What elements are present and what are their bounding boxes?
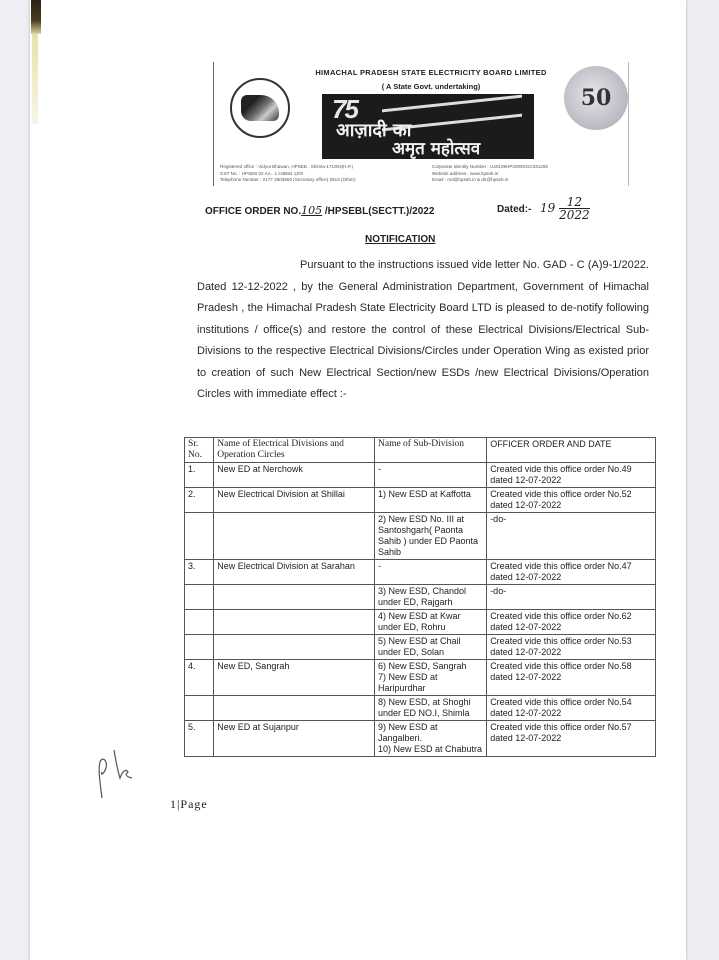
table-row xyxy=(185,513,656,560)
cell-sr-no xyxy=(185,585,214,610)
cell-division-name: New Electrical Division at Sarahan xyxy=(214,560,375,585)
header-sub-division: Name of Sub-Division xyxy=(375,438,487,463)
cell-division-name: New Electrical Division at Shillai xyxy=(214,488,375,513)
dated-month: 12 xyxy=(559,196,590,209)
table-row xyxy=(185,585,656,610)
handwritten-initials-icon xyxy=(90,742,140,800)
sub-division-item: 1) New ESD at Kaffotta xyxy=(378,489,471,499)
notification-heading: NOTIFICATION xyxy=(365,234,436,245)
table-row xyxy=(185,635,656,660)
cell-sr-no xyxy=(185,610,214,635)
cell-order-date: Created vide this office order No.52 dated 12-07-2022 xyxy=(487,488,656,513)
sub-division-item: 6) New ESD, Sangrah xyxy=(378,661,467,671)
hpseb-emblem-icon xyxy=(230,78,290,138)
dated-handwritten xyxy=(540,196,590,221)
golden-jubilee-seal-icon xyxy=(564,66,628,130)
contact-info-left xyxy=(220,164,356,184)
cell-sub-division xyxy=(375,585,487,610)
cell-division-name: New ED at Sujanpur xyxy=(214,721,375,757)
cell-sr-no: 5. xyxy=(185,721,214,757)
cell-sub-division xyxy=(375,463,487,488)
seal-number: 50 xyxy=(580,85,612,111)
cell-sr-no: 2. xyxy=(185,488,214,513)
table-row xyxy=(185,696,656,721)
sub-division-item: 10) New ESD at Chabutra xyxy=(378,744,483,754)
cell-sr-no xyxy=(185,696,214,721)
cell-order-date: Created vide this office order No.49 dated 12-07-2022 xyxy=(487,463,656,488)
denotified-offices-table xyxy=(184,437,656,757)
header-sr-no: Sr. No. xyxy=(185,438,214,463)
dated-year: 2022 xyxy=(559,208,590,222)
contact-line: Website address : www.hpseb.in xyxy=(432,170,499,176)
azadi-ka-amrit-mahotsav-banner xyxy=(322,94,534,159)
table-row xyxy=(185,660,656,696)
cell-sr-no xyxy=(185,635,214,660)
cell-order-date: Created vide this office order No.53 dated 12-07-2022 xyxy=(487,635,656,660)
table-row xyxy=(185,463,656,488)
table-header-row xyxy=(185,438,656,463)
sub-division-item: 7) New ESD at Haripurdhar xyxy=(378,672,438,693)
body-paragraph: Pursuant to the instructions issued vide letter No. GAD - C (A)9-1/2022. Dated 12-12-2022 , by the General Administration Department, Government of Himachal Pradesh , the Himachal Pradesh State Electricity Board LTD is pleased to de-notify following institutions / office(s) and restore the control of these Electrical Divisions/Electrical Sub-Divisions to the respective Electrical Divisions/Circles under Operation Wing as existed prior to creation of such New Electrical Section/new ESDs /new Electrical Divisions/Operation Circles with immediate effect :- xyxy=(197,259,649,400)
cell-sub-division xyxy=(375,488,487,513)
cell-sub-division xyxy=(375,560,487,585)
sub-division-item: 4) New ESD at Kwar under ED, Rohru xyxy=(378,611,461,632)
table-row xyxy=(185,610,656,635)
cell-sub-division xyxy=(375,660,487,696)
sub-division-item: 9) New ESD at Jangalberi. xyxy=(378,722,438,743)
cell-division-name xyxy=(214,585,375,610)
contact-line: Registered office : Vidyut Bhawan, HPSEB , Shimla-171004(H.P.) xyxy=(220,164,354,169)
cell-division-name xyxy=(214,610,375,635)
cell-division-name xyxy=(214,635,375,660)
dated-day: 19 xyxy=(540,201,556,215)
sub-division-item: - xyxy=(378,464,381,474)
contact-info-right xyxy=(432,164,548,184)
sub-division-item: - xyxy=(378,561,381,571)
cell-division-name xyxy=(214,513,375,560)
order-suffix: /HPSEBL(SECTT.)/2022 xyxy=(324,206,435,217)
sub-division-item: 5) New ESD at Chail under ED, Solan xyxy=(378,636,461,657)
table-row xyxy=(185,560,656,585)
cell-order-date: Created vide this office order No.58 dated 12-07-2022 xyxy=(487,660,656,696)
cell-order-date: -do- xyxy=(487,585,656,610)
office-order-number xyxy=(205,204,434,217)
banner-hindi-line1: आज़ादी का xyxy=(336,120,412,141)
contact-line: Email : md@hpseb.in & dir@hpseb.in xyxy=(432,177,509,182)
cell-sr-no: 3. xyxy=(185,560,214,585)
notification-body xyxy=(197,255,649,406)
cell-order-date: Created vide this office order No.47 dated 12-07-2022 xyxy=(487,560,656,585)
cell-division-name: New ED at Nerchowk xyxy=(214,463,375,488)
sub-division-item: 8) New ESD, at Shoghi under ED NO.I, Shimla xyxy=(378,697,471,718)
sub-division-item: 3) New ESD, Chandol under ED, Rajgarh xyxy=(378,586,467,607)
cell-order-date: Created vide this office order No.57 dated 12-07-2022 xyxy=(487,721,656,757)
contact-line: GST No. : HPSEB 02 AA.. 1 H4B94 1Z/8 xyxy=(220,170,303,176)
cell-sr-no xyxy=(185,513,214,560)
viewer-background-strip xyxy=(686,0,719,960)
cell-sub-division xyxy=(375,635,487,660)
cell-sub-division xyxy=(375,610,487,635)
dated-label: Dated:- xyxy=(497,204,532,215)
sub-division-item: 2) New ESD No. III at Santoshgarh( Paonta Sahib ) under ED Paonta Sahib xyxy=(378,514,479,557)
cell-sub-division xyxy=(375,696,487,721)
page-edge-stain xyxy=(32,34,38,124)
order-prefix: OFFICE ORDER NO. xyxy=(205,206,302,217)
contact-line: Telephone Number : 0177 2803650 (Secretary office) 2813 (Other) xyxy=(220,177,356,182)
cell-division-name: New ED, Sangrah xyxy=(214,660,375,696)
cell-sr-no: 4. xyxy=(185,660,214,696)
order-number-handwritten: 105 xyxy=(301,204,323,217)
cell-order-date: -do- xyxy=(487,513,656,560)
table-body xyxy=(185,463,656,757)
letterhead xyxy=(213,62,629,186)
cell-sr-no: 1. xyxy=(185,463,214,488)
banner-hindi-line2: अमृत महोत्सव xyxy=(392,139,481,159)
org-name: HIMACHAL PRADESH STATE ELECTRICITY BOARD LIMITED xyxy=(315,68,547,77)
org-subtitle: ( A State Govt. undertaking) xyxy=(381,82,481,91)
header-division-name: Name of Electrical Divisions and Operation Circles xyxy=(214,438,375,463)
cell-sub-division xyxy=(375,513,487,560)
cell-order-date: Created vide this office order No.54 dated 12-07-2022 xyxy=(487,696,656,721)
cell-order-date: Created vide this office order No.62 dated 12-07-2022 xyxy=(487,610,656,635)
cell-sub-division xyxy=(375,721,487,757)
cell-division-name xyxy=(214,696,375,721)
table-row xyxy=(185,488,656,513)
header-order-date: OFFICER ORDER AND DATE xyxy=(487,438,656,463)
page-number: 1|Page xyxy=(170,797,208,811)
page-edge-shadow xyxy=(31,0,41,34)
banner-number: 75 xyxy=(332,94,357,124)
contact-line: Corporate Identity Number : U40109HP2009SGC031255 xyxy=(432,164,548,169)
table-row xyxy=(185,721,656,757)
